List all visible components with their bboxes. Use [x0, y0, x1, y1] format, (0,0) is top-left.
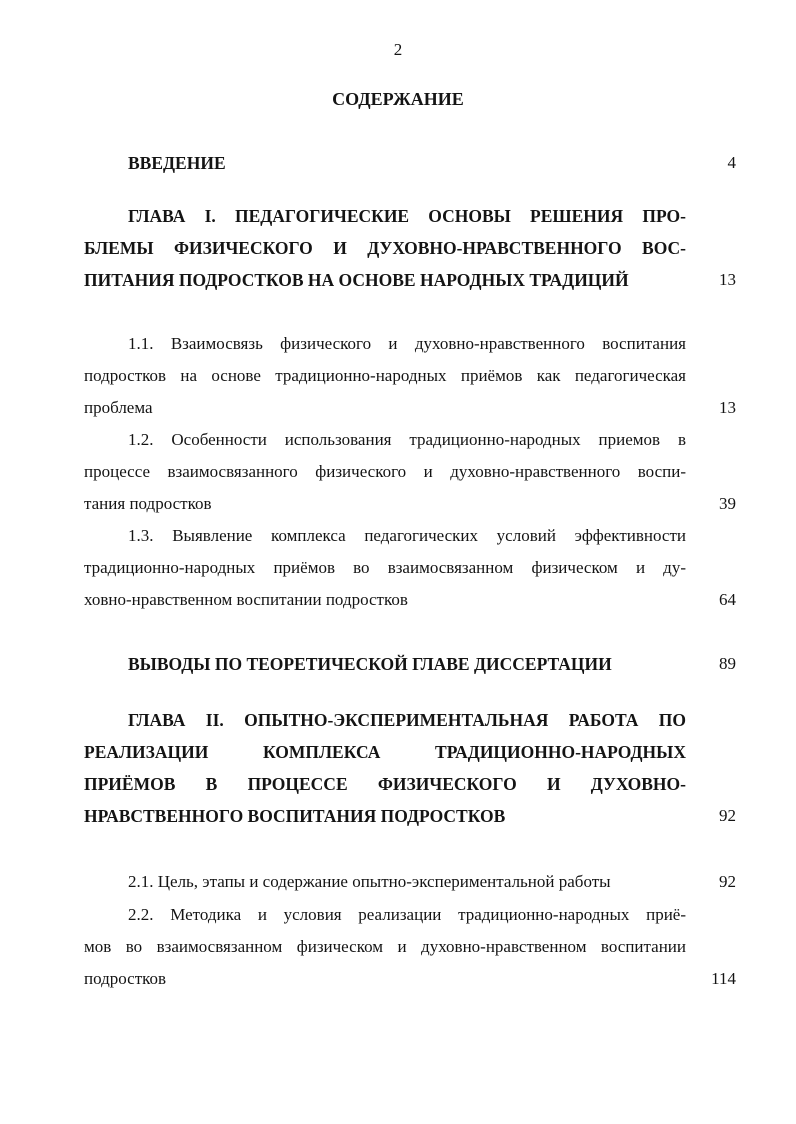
- toc-entry-section-1-2[interactable]: [84, 424, 736, 520]
- toc-entry-line: ховно-нравственном воспитании подростков: [84, 590, 408, 609]
- toc-entry-line: процессе взаимосвязанного физического и духовно-нравственного воспи-: [84, 462, 686, 481]
- toc-entry-line: ГЛАВА II. ОПЫТНО-ЭКСПЕРИМЕНТАЛЬНАЯ РАБОТА ПО: [128, 710, 686, 730]
- toc-page-number: 92: [719, 872, 736, 891]
- toc-page-number: 4: [727, 153, 736, 172]
- toc-entry-section-2-2[interactable]: [84, 899, 736, 995]
- toc-page-number: 13: [719, 270, 736, 289]
- toc-entry-introduction[interactable]: [84, 147, 736, 179]
- toc-page-number: 89: [719, 654, 736, 673]
- toc-entry-line: ПРИЁМОВ В ПРОЦЕССЕ ФИЗИЧЕСКОГО И ДУХОВНО-: [84, 774, 686, 794]
- toc-page-number: 13: [719, 398, 736, 417]
- toc-page-number: 92: [719, 806, 736, 825]
- toc-entry-title: ВВЕДЕНИЕ: [128, 153, 226, 173]
- toc-title: СОДЕРЖАНИЕ: [332, 89, 464, 109]
- toc-entry-line: 2.2. Методика и условия реализации традиционно-народных приё-: [128, 905, 686, 924]
- toc-page-number: 64: [719, 590, 736, 609]
- toc-entry-line: 1.3. Выявление комплекса педагогических условий эффективности: [128, 526, 686, 545]
- toc-entry-section-2-1[interactable]: [84, 866, 736, 898]
- toc-entry-title: ВЫВОДЫ ПО ТЕОРЕТИЧЕСКОЙ ГЛАВЕ ДИССЕРТАЦИИ: [128, 654, 612, 674]
- toc-entry-chapter-1[interactable]: [84, 200, 736, 296]
- toc-entry-conclusions[interactable]: [84, 648, 736, 680]
- toc-entry-line: 1.1. Взаимосвязь физического и духовно-нравственного воспитания: [128, 334, 686, 353]
- toc-entry-line: подростков: [84, 969, 167, 988]
- toc-entry-line: НРАВСТВЕННОГО ВОСПИТАНИЯ ПОДРОСТКОВ: [84, 806, 506, 826]
- toc-entry-section-1-1[interactable]: [84, 328, 736, 424]
- toc-entry-line: тания подростков: [84, 494, 212, 513]
- toc-page-number: 114: [711, 969, 736, 988]
- toc-entry-line: 1.2. Особенности использования традиционно-народных приемов в: [128, 430, 686, 449]
- toc-entry-line: традиционно-народных приёмов во взаимосвязанном физическом и ду-: [84, 558, 686, 577]
- toc-entry-chapter-2[interactable]: [84, 704, 736, 832]
- toc-entry-section-1-3[interactable]: [84, 520, 736, 616]
- toc-entry-line: БЛЕМЫ ФИЗИЧЕСКОГО И ДУХОВНО-НРАВСТВЕННОГО ВОС-: [84, 238, 686, 258]
- toc-entry-line: мов во взаимосвязанном физическом и духовно-нравственном воспитании: [84, 937, 686, 956]
- toc-entry-line: ПИТАНИЯ ПОДРОСТКОВ НА ОСНОВЕ НАРОДНЫХ ТРАДИЦИЙ: [84, 270, 629, 290]
- page-number: 2: [393, 40, 403, 59]
- toc-entry-title: 2.1. Цель, этапы и содержание опытно-экспериментальной работы: [128, 872, 611, 891]
- toc-entry-line: проблема: [84, 398, 153, 417]
- toc-entry-line: РЕАЛИЗАЦИИ КОМПЛЕКСА ТРАДИЦИОННО-НАРОДНЫХ: [84, 742, 686, 762]
- toc-entry-line: подростков на основе традиционно-народных приёмов как педагогическая: [84, 366, 686, 385]
- toc-page-number: 39: [719, 494, 736, 513]
- toc-entry-line: ГЛАВА I. ПЕДАГОГИЧЕСКИЕ ОСНОВЫ РЕШЕНИЯ ПРО-: [128, 206, 686, 226]
